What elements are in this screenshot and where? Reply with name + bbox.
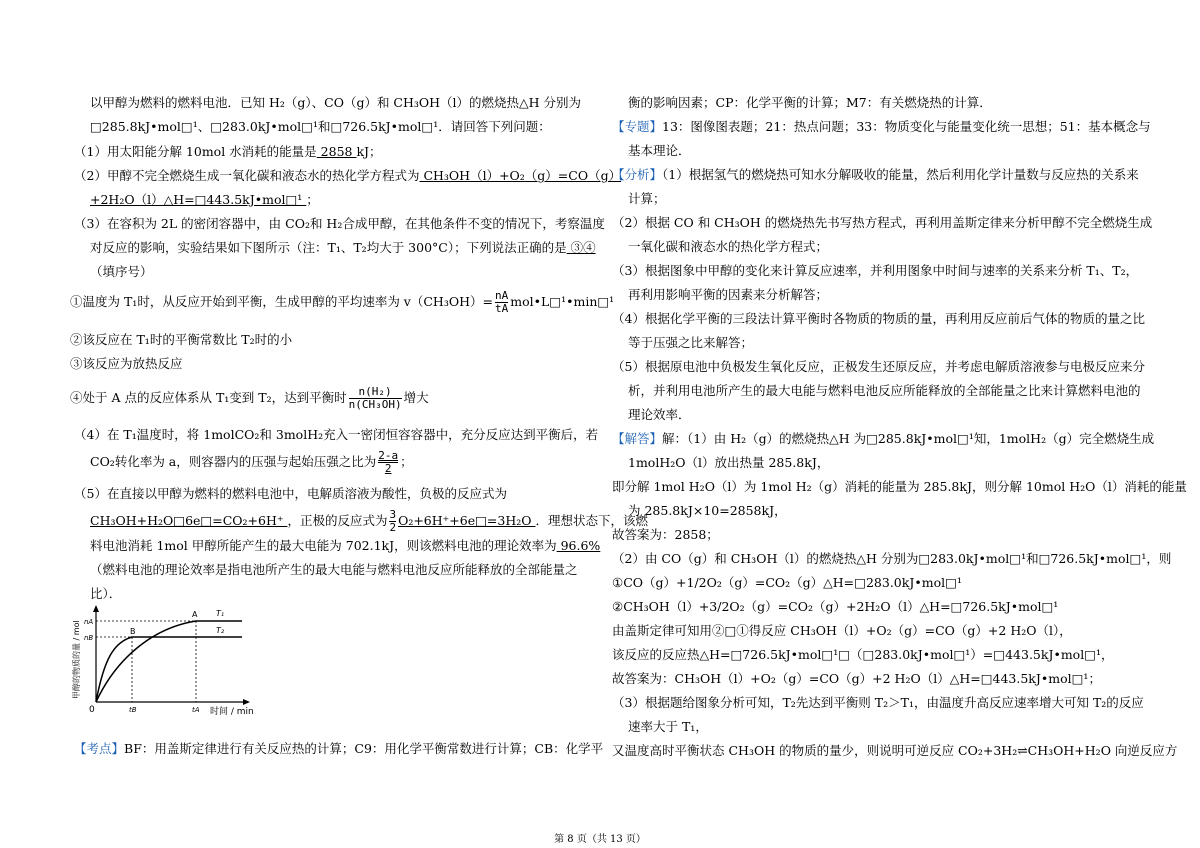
text-line: 析，并利用电池所产生的最大电能与燃料电池反应所能释放的全部能量之比来计算燃料电池的 xyxy=(628,383,1141,398)
tA-label: tA xyxy=(192,706,200,714)
question-5-cont xyxy=(90,509,648,534)
text-line: 即分解 1mol H₂O（l）为 1mol H₂（g）消耗的能量为 285.8kJ，则分解 10mol H₂O（l）消耗的能量 xyxy=(612,479,1187,494)
zhuanti-line xyxy=(612,118,1151,136)
text-line: 又温度高时平衡状态 CH₃OH 的物质的量少，则说明可逆反应 CO₂+3H₂⇌CH₃OH+H₂O 向逆反应方 xyxy=(612,743,1178,758)
question-5-cont: （燃料电池的理论效率是指电池所产生的最大电能与燃料电池反应所能释放的全部能量之 xyxy=(90,562,578,577)
T1-label: T₁ xyxy=(216,609,225,618)
T2-label: T₂ xyxy=(216,626,225,635)
text-line: 一氧化碳和液态水的热化学方程式； xyxy=(628,239,829,254)
point-A-label: A xyxy=(192,610,198,619)
text-line: 为 285.8kJ×10=2858kJ， xyxy=(628,503,787,518)
question-5: （5）在直接以甲醇为燃料的燃料电池中，电解质溶液为酸性，负极的反应式为 xyxy=(74,486,507,501)
numerator: 3 xyxy=(389,508,397,521)
origin-label: 0 xyxy=(89,705,95,715)
text-line: 以甲醇为燃料的燃料电池．已知 H₂（g）、CO（g）和 CH₃OH（l）的燃烧热△H 分别为 xyxy=(90,95,582,110)
option-text: ④处于 A 点的反应体系从 T₁变到 T₂，达到平衡时 xyxy=(70,390,347,405)
question-text: CO₂转化率为 a，则容器内的压强与起始压强之比为 xyxy=(90,454,377,469)
denominator: 2 xyxy=(389,521,397,534)
answer-blank: 2858 xyxy=(316,144,357,159)
text-line: 该反应的反应热△H=□726.5kJ•mol□¹□（□283.0kJ•mol□¹）=□443.5kJ•mol□¹， xyxy=(612,647,1114,662)
kaodian-tag: 【考点】 xyxy=(74,741,125,756)
text-line: 理论效率． xyxy=(628,407,691,422)
fraction xyxy=(389,509,396,534)
question-text: （2）甲醇不完全燃烧生成一氧化碳和液态水的热化学方程式为 xyxy=(74,168,420,183)
jieda-line xyxy=(612,430,1154,448)
fraction xyxy=(495,290,508,315)
text-line: 等于压强之比来解答； xyxy=(628,335,754,350)
question-4-cont xyxy=(90,450,413,475)
fraction-answer xyxy=(378,450,398,475)
x-axis-arrow xyxy=(243,699,250,705)
text-line: （4）根据化学平衡的三段法计算平衡时各物质的物质的量，再利用反应前后气体的物质的量之比 xyxy=(612,311,1145,326)
option-1 xyxy=(70,290,614,315)
question-2 xyxy=(74,167,621,185)
text-line: 故答案为：2858； xyxy=(612,527,719,542)
fenxi-line xyxy=(612,166,1139,184)
numerator: 2-a xyxy=(378,449,399,462)
text-line: 基本理论． xyxy=(628,143,691,158)
methanol-time-graph xyxy=(70,604,270,716)
answer-blank: +2H₂O（l）△H=□443.5kJ•mol□¹ xyxy=(90,192,307,207)
option-text: 增大 xyxy=(403,390,429,405)
page-footer: 第 8 页（共 13 页） xyxy=(554,834,646,845)
kaodian-line xyxy=(74,740,603,758)
text-line: （2）由 CO（g）和 CH₃OH（l）的燃烧热△H 分别为□283.0kJ•mol□¹和□726.5kJ•mol□¹，则 xyxy=(612,551,1172,566)
point-B-label: B xyxy=(130,627,136,636)
question-text: ； xyxy=(400,454,413,469)
text-line: 再利用影响平衡的因素来分析解答； xyxy=(628,287,829,302)
question-3: （3）在容积为 2L 的密闭容器中，由 CO₂和 H₂合成甲醇，在其他条件不变的情况下，考察温度 xyxy=(74,216,605,231)
option-text: ①温度为 T₁时，从反应开始到平衡，生成甲醇的平均速率为 v（CH₃OH）= xyxy=(70,294,493,309)
question-2-cont xyxy=(90,191,319,209)
tB-label: tB xyxy=(129,706,137,714)
answer-blank: O₂+6H⁺+6e□=3H₂O xyxy=(398,513,536,528)
denominator: 2 xyxy=(384,462,392,475)
question-text: （1）用太阳能分解 10mol 水消耗的能量是 xyxy=(74,144,317,159)
question-text: kJ； xyxy=(356,144,382,159)
zhuanti-text: 13：图像图表题；21：热点问题；33：物质变化与能量变化统一思想；51：基本概念与 xyxy=(662,119,1151,134)
curve-T2 xyxy=(96,637,242,702)
jieda-text: 解：（1）由 H₂（g）的燃烧热△H 为□285.8kJ•mol□¹知，1molH₂（g）完全燃烧生成 xyxy=(662,431,1155,446)
fraction xyxy=(349,386,402,411)
text-line: （3）根据题给图象分析可知，T₂先达到平衡则 T₂＞T₁，由温度升高反应速率增大可知 T₂的反应 xyxy=(612,695,1144,710)
text-line: （3）根据图象中甲醇的变化来计算反应速率，并利用图象中时间与速率的关系来分析 T₁、T₂， xyxy=(612,263,1139,278)
answer-blank: CH₃OH（l）+O₂（g）=CO（g） xyxy=(419,168,622,183)
nB-label: nB xyxy=(84,634,94,642)
x-axis-label: 时间 / min xyxy=(210,707,254,716)
question-3-cont: （填序号） xyxy=(90,264,153,279)
answer-blank: ③④ xyxy=(566,240,596,255)
fenxi-text: （1）根据氢气的燃烧热可知水分解吸收的能量，然后利用化学计量数与反应热的关系来 xyxy=(662,167,1139,182)
question-4: （4）在 T₁温度时，将 1molCO₂和 3molH₂充入一密闭恒容容器中，充分反应达到平衡后，若 xyxy=(74,427,599,442)
question-text: ，正极的反应式为 xyxy=(287,513,388,528)
nA-label: nA xyxy=(84,618,94,626)
text-line: 计算； xyxy=(628,191,666,206)
text-line: （5）根据原电池中负极发生氧化反应，正极发生还原反应，并考虑电解质溶液参与电极反应来分 xyxy=(612,359,1145,374)
option-text: mol•L□¹•min□¹ xyxy=(510,294,615,309)
text-line: ①CO（g）+1/2O₂（g）=CO₂（g）△H=□283.0kJ•mol□¹ xyxy=(612,575,962,590)
question-text: ； xyxy=(306,192,319,207)
text-line: ②CH₃OH（l）+3/2O₂（g）=CO₂（g）+2H₂O（l）△H=□726.5kJ•mol□¹ xyxy=(612,599,1059,614)
jieda-tag: 【解答】 xyxy=(612,431,663,446)
text-line: 速率大于 T₁， xyxy=(628,719,708,734)
y-axis-label: 甲醇的物质的量 / mol xyxy=(72,620,81,699)
text-line: 衡的影响因素；CP：化学平衡的计算；M7：有关燃烧热的计算． xyxy=(628,95,992,110)
numerator: n(H₂) xyxy=(358,385,392,398)
question-5-cont xyxy=(90,537,600,555)
numerator: nA xyxy=(494,289,509,302)
question-1 xyxy=(74,143,382,161)
question-text: 对反应的影响，实验结果如下图所示（注：T₁、T₂均大于 300°C）；下列说法正确的是 xyxy=(90,240,567,255)
text-line: □285.8kJ•mol□¹、□283.0kJ•mol□¹和□726.5kJ•mol□¹．请回答下列问题： xyxy=(90,119,551,134)
denominator: tA xyxy=(494,302,509,315)
zhuanti-tag: 【专题】 xyxy=(612,119,663,134)
question-5-cont: 比）． xyxy=(90,586,122,601)
option-3: ③该反应为放热反应 xyxy=(70,356,183,371)
text-line: 1molH₂O（l）放出热量 285.8kJ， xyxy=(628,455,830,470)
kaodian-text: BF：用盖斯定律进行有关反应热的计算；C9：用化学平衡常数进行计算；CB：化学平 xyxy=(124,741,604,756)
option-4 xyxy=(70,386,429,411)
answer-blank: 96.6% xyxy=(556,538,601,553)
text-line: 故答案为：CH₃OH（l）+O₂（g）=CO（g）+2 H₂O（l）△H=□443.5kJ•mol□¹； xyxy=(612,671,1101,686)
question-text: 料电池消耗 1mol 甲醇所能产生的最大电能为 702.1kJ，则该燃料电池的理论效率为 xyxy=(90,538,557,553)
text-line: 由盖斯定律可知用②□①得反应 CH₃OH（l）+O₂（g）=CO（g）+2 H₂O（l）， xyxy=(612,623,1072,638)
option-2: ②该反应在 T₁时的平衡常数比 T₂时的小 xyxy=(70,332,293,347)
text-line: （2）根据 CO 和 CH₃OH 的燃烧热先书写热方程式，再利用盖斯定律来分析甲醇不完全燃烧生成 xyxy=(612,215,1153,230)
denominator: n(CH₃OH) xyxy=(348,398,402,411)
y-axis-arrow xyxy=(93,605,99,612)
question-3-cont xyxy=(90,239,596,257)
question-text: ．理想状态下，该燃 xyxy=(535,513,648,528)
fenxi-tag: 【分析】 xyxy=(612,167,663,182)
answer-blank: CH₃OH+H₂O□6e□=CO₂+6H⁺ xyxy=(90,513,288,528)
